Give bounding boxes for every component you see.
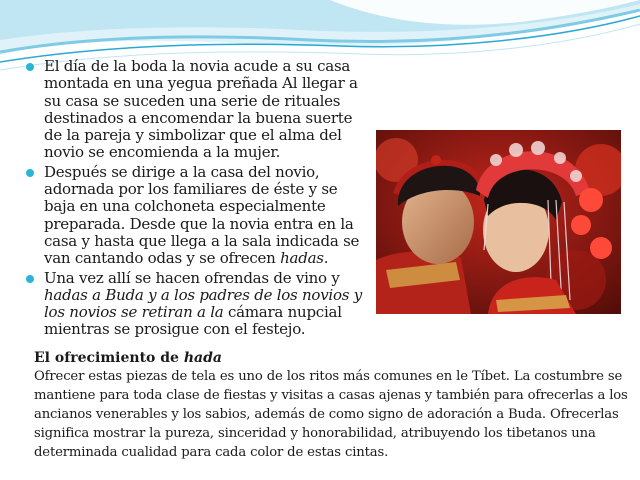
- bullet-text: .: [323, 249, 329, 268]
- bullet-list: [24, 58, 369, 341]
- caption-body: Ofrecer estas piezas de tela es uno de los ritos más comunes en le Tíbet. La costumbre se mantiene para toda clase de fiestas y visitas a casas ajenas y también para ofrecerlas a los ancianos venerables y los sabios, además de como signo de adoración a Buda. Ofrecerlas significa mostrar la pureza, sinceridad y honorabilidad, atribuyendo los tibetanos una determinada cualidad para cada color de estas cintas.: [34, 369, 628, 460]
- bullet-item: [24, 270, 369, 339]
- bullet-dot-icon: [26, 169, 34, 177]
- wedding-photo-icon: [376, 130, 621, 314]
- bullet-item: [24, 164, 369, 268]
- bullet-text: Después se dirige a la casa del novio, adornada por los familiares de éste y se baja en una colchoneta especialmente preparada. Desde que la novia entra en la casa y hasta que llega a la sala indicada se van cantando odas y se ofrecen: [44, 162, 360, 268]
- caption-title-text: El ofrecimiento de: [34, 350, 184, 366]
- bullet-text: El día de la boda la novia acude a su casa montada en una yegua preñada Al llegar a su casa se suceden una serie de rituales destinados a encomendar la buena suerte de la pareja y simbolizar que el alma del novio se encomienda a la mujer.: [44, 57, 358, 162]
- bullet-text: Una vez allí se hacen ofrendas de vino y: [44, 268, 340, 287]
- bullet-dot-icon: [26, 275, 34, 283]
- bullet-text: cámara nupcial mientras se prosigue con el festejo.: [44, 303, 342, 339]
- wedding-photo-drawing: [376, 130, 621, 314]
- caption-title-italic: hada: [183, 350, 222, 366]
- caption-block: [34, 349, 630, 462]
- bullet-text-italic: hadas: [280, 249, 324, 268]
- bullet-dot-icon: [26, 63, 34, 71]
- bullet-item: [24, 58, 369, 162]
- bullet-text-italic: hadas a Buda y a los padres de los novios y los novios se retiran a la: [44, 285, 362, 322]
- caption-title: [34, 349, 630, 367]
